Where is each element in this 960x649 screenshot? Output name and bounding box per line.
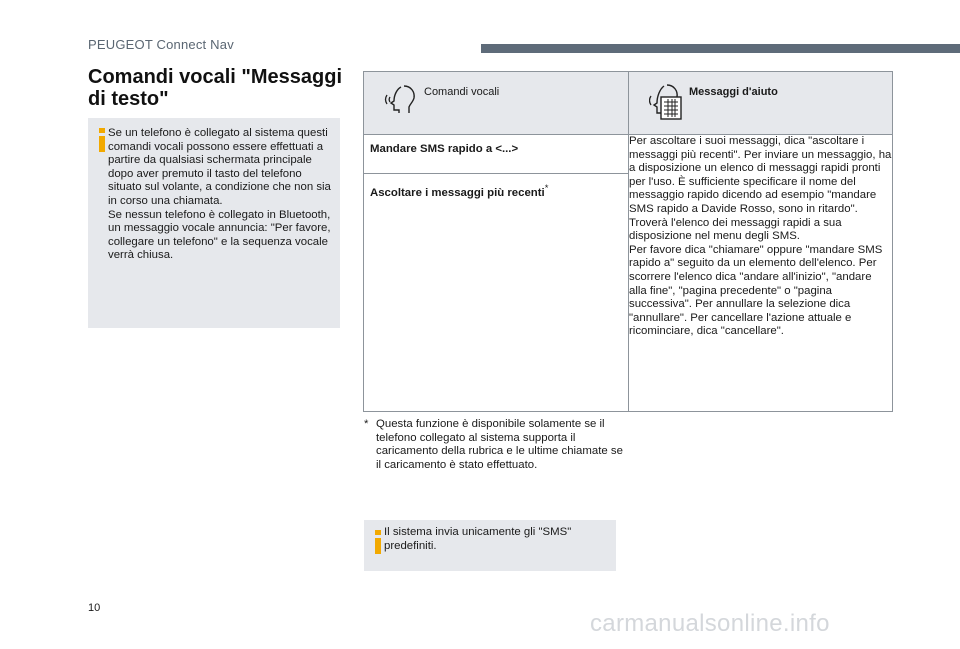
voice-commands-table: [363, 71, 893, 412]
table-header-help-messages: [629, 72, 893, 135]
commands-cell: [364, 135, 629, 412]
header-bar: [481, 44, 960, 53]
info-note-text: Se un telefono è collegato al sistema questi comandi vocali possono essere effettuati a partire da qualsiasi schermata principale dopo aver premuto il tasto del telefono situato sul volante, a condizione che non sia in corso una chiamata. Se nessun telefono è collegato in Bluetooth, un messaggio vocale annuncia: "Per favore, collegare un telefono" e la sequenza vocale verrà chiusa.: [108, 127, 331, 262]
page-number: 10: [88, 602, 101, 614]
list-item: Mandare SMS rapido a <...>: [370, 143, 519, 155]
page-title: Comandi vocali "Messaggi di testo": [88, 66, 342, 110]
footnote-marker: *: [364, 418, 369, 430]
help-messages-icon: [649, 83, 683, 121]
header-title: PEUGEOT Connect Nav: [88, 37, 234, 52]
voice-command-icon: [384, 83, 418, 115]
table-header-label: Comandi vocali: [424, 86, 500, 98]
info-note-right: [364, 520, 616, 571]
list-item: Ascoltare i messaggi più recenti*: [364, 173, 628, 208]
help-text: Per ascoltare i suoi messaggi, dica "ascoltare i messaggi più recenti". Per inviare un messaggio, ha a disposizione un elenco di messaggi rapidi pronti per l'uso. È sufficiente specificare il nome del messaggio rapido dicendo ad esempio "mandare SMS rapido a Davide Rosso, sono in ritardo". Troverà l'elenco dei messaggi rapidi a sua disposizione nel menu degli SMS. Per favore dica "chiamare" oppure "mandare SMS rapido a" seguito da un elemento dell'elenco. Per scorrere l'elenco dica "andare all'inizio", "andare alla fine", "pagina precedente" o "pagina successiva". Per annullare la selezione dica "annullare". Per cancellare l'azione attuale e ricominciare, dica "cancellare".: [629, 135, 893, 412]
footnote-marker: *: [544, 183, 549, 194]
watermark: carmanualsonline.info: [590, 610, 830, 637]
table-header-voice-commands: [364, 72, 629, 135]
table-header-label: Messaggi d'aiuto: [689, 86, 778, 98]
footnote: [364, 418, 624, 472]
info-note-left: [88, 118, 340, 328]
footnote-text: Questa funzione è disponibile solamente se il telefono collegato al sistema supporta il caricamento della rubrica e le ultime chiamate se il caricamento è stato effettuato.: [376, 418, 623, 471]
info-note-text: Il sistema invia unicamente gli "SMS" predefiniti.: [384, 526, 572, 552]
